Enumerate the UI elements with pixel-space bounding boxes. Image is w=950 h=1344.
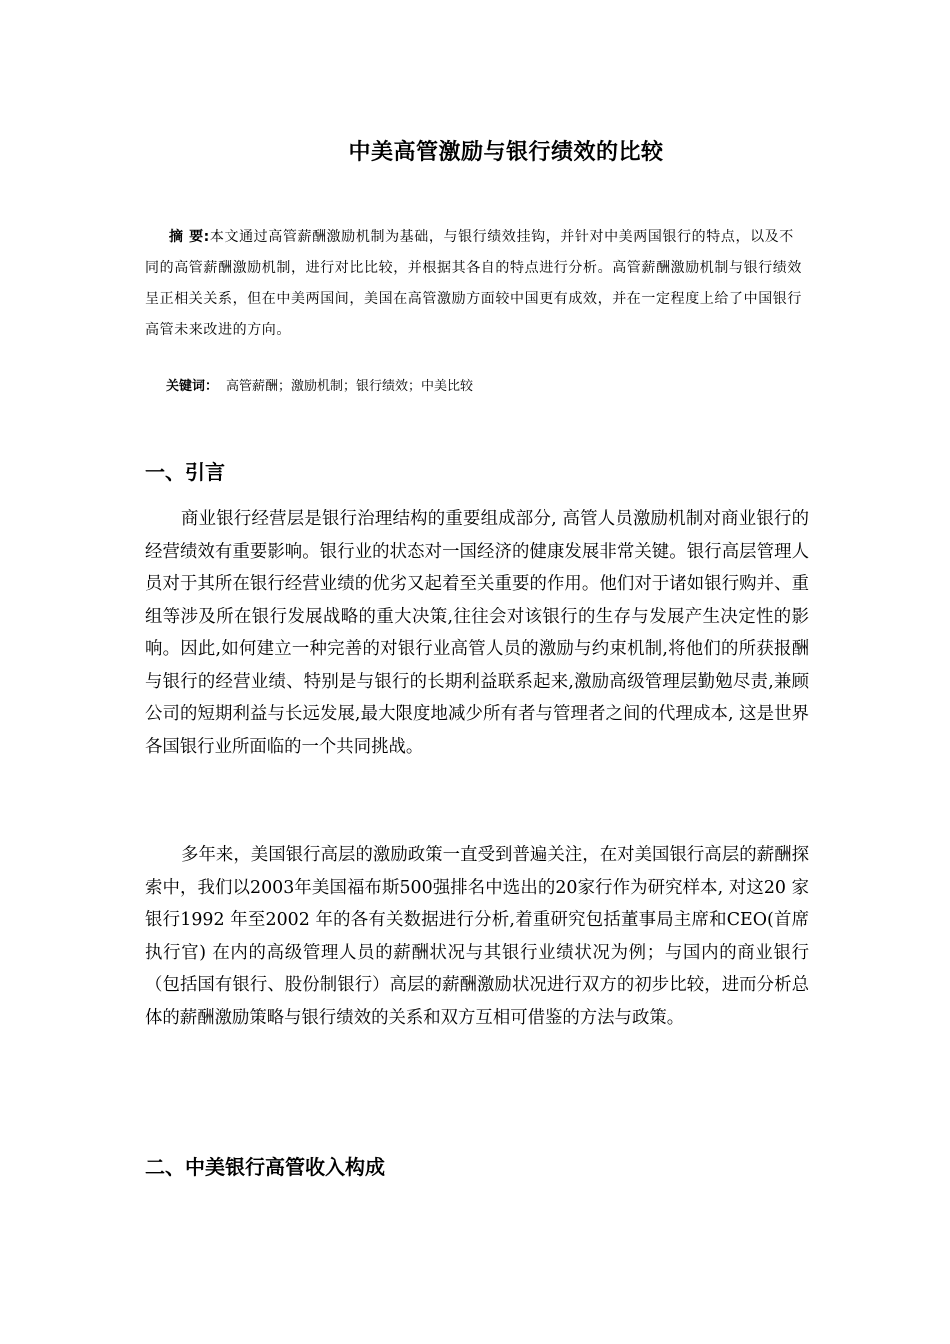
abstract-text: 本文通过高管薪酬激励机制为基础，与银行绩效挂钩，并针对中美两国银行的特点，以及不同的高管薪酬激励机制，进行对比比较，并根据其各自的特点进行分析。高管薪酬激励机制与银行绩效呈正相关关系，但在中美两国间，美国在高管激励方面较中国更有成效，并在一定程度上给了中国银行高管未来改进的方向。 [145,229,802,338]
body-paragraph: 多年来，美国银行高层的激励政策一直受到普遍关注，在对美国银行高层的薪酬探索中，我们以2003年美国福布斯500强排名中选出的20家行作为研究样本, 对这20 家银行1992 年至2002 年的各有关数据进行分析,着重研究包括董事局主席和CEO(首席执行官) 在内的高级管理人员的薪酬状况与其银行业绩状况为例；与国内的商业银行（包括国有银行、股份制银行）高层的薪酬激励状况进行双方的初步比较，进而分析总体的薪酬激励策略与银行绩效的关系和双方互相可借鉴的方法与政策。 [145,845,809,1028]
abstract [145,222,805,346]
body-paragraph: 商业银行经营层是银行治理结构的重要组成部分, 高管人员激励机制对商业银行的经营绩效有重要影响。银行业的状态对一国经济的健康发展非常关键。银行高层管理人员对于其所在银行经营业绩的优劣又起着至关重要的作用。他们对于诸如银行购并、重组等涉及所在银行发展战略的重大决策,往往会对该银行的生存与发展产生决定性的影响。因此,如何建立一种完善的对银行业高管人员的激励与约束机制,将他们的所获报酬与银行的经营业绩、特别是与银行的长期利益联系起来,激励高级管理层勤勉尽责,兼顾公司的短期利益与长远发展,最大限度地减少所有者与管理者之间的代理成本, 这是世界各国银行业所面临的一个共同挑战。 [145,509,809,757]
section-heading-income-structure: 二、中美银行高管收入构成 [145,1155,385,1179]
keywords-values: 高管薪酬；激励机制；银行绩效；中美比较 [226,379,474,394]
paper-title: 中美高管激励与银行绩效的比较 [348,140,664,165]
abstract-label: 摘 要: [169,229,210,245]
keywords-label: 关键词： [166,379,219,394]
keywords [166,375,473,394]
section-heading-introduction: 一、引言 [145,460,225,484]
